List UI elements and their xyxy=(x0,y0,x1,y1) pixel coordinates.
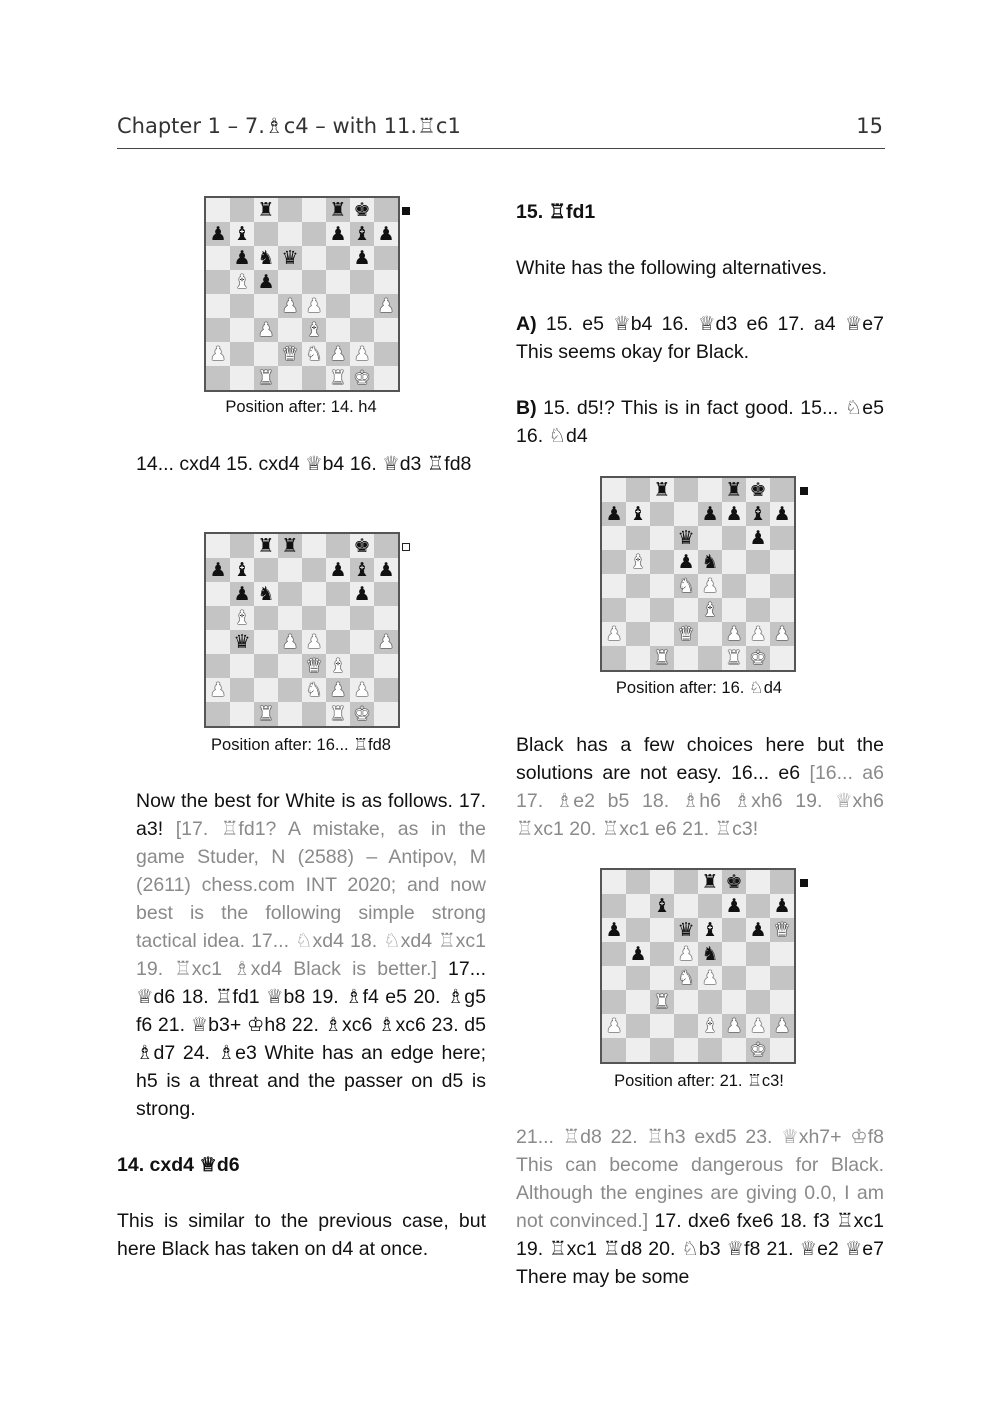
black-pawn-icon: ♟ xyxy=(326,558,350,582)
paragraph: This is similar to the previous case, but here Black has taken on d4 at once. xyxy=(117,1210,486,1260)
board-square xyxy=(698,894,722,918)
white-rook-icon: ♜ xyxy=(650,990,674,1014)
board-square xyxy=(230,366,254,390)
board-square xyxy=(626,646,650,670)
board-square xyxy=(770,966,794,990)
board-square xyxy=(350,630,374,654)
board-square xyxy=(650,966,674,990)
white-bishop-icon: ♝ xyxy=(698,1014,722,1038)
white-pawn-icon: ♟ xyxy=(278,630,302,654)
board-square xyxy=(722,550,746,574)
alternative-a xyxy=(516,310,884,366)
black-bishop-icon: ♝ xyxy=(350,222,374,246)
white-king-icon: ♚ xyxy=(746,646,770,670)
board-square xyxy=(722,966,746,990)
white-to-move-marker xyxy=(402,543,410,551)
board-square xyxy=(206,654,230,678)
board-square xyxy=(302,558,326,582)
white-queen-icon: ♛ xyxy=(674,622,698,646)
board-square xyxy=(626,622,650,646)
board-square xyxy=(278,558,302,582)
black-pawn-icon: ♟ xyxy=(374,222,398,246)
board-square xyxy=(278,654,302,678)
white-bishop-icon: ♝ xyxy=(230,270,254,294)
board-square xyxy=(254,294,278,318)
white-knight-icon: ♞ xyxy=(674,574,698,598)
board-square xyxy=(674,598,698,622)
black-bishop-icon: ♝ xyxy=(746,502,770,526)
board-square xyxy=(722,990,746,1014)
board-square xyxy=(206,246,230,270)
board-square xyxy=(278,606,302,630)
board-square xyxy=(674,646,698,670)
board-square xyxy=(770,870,794,894)
board-square xyxy=(602,942,626,966)
black-pawn-icon: ♟ xyxy=(722,502,746,526)
white-pawn-icon: ♟ xyxy=(326,678,350,702)
black-king-icon: ♚ xyxy=(722,870,746,894)
sideline-text: [17. ♖fd1? A mistake, as in the game Studer, N (2588) – Antipov, M (2611) chess.com INT 2020; and now best is the following simple strong tactical idea. 17... ♘xd4 18. ♘xd4 ♖xc1 19. ♖xc1 ♗xd4 Black is better.] xyxy=(136,818,486,980)
black-pawn-icon: ♟ xyxy=(674,550,698,574)
black-pawn-icon: ♟ xyxy=(698,502,722,526)
board-square xyxy=(302,246,326,270)
running-header xyxy=(117,112,885,149)
board-square xyxy=(350,318,374,342)
white-pawn-icon: ♟ xyxy=(674,942,698,966)
alternative-text: 15. e5 ♕b4 16. ♕d3 e6 17. a4 ♕e7 This seems okay for Black. xyxy=(516,313,884,363)
board-square xyxy=(746,942,770,966)
black-pawn-icon: ♟ xyxy=(374,558,398,582)
black-queen-icon: ♛ xyxy=(230,630,254,654)
board-square xyxy=(254,342,278,366)
white-pawn-icon: ♟ xyxy=(602,622,626,646)
chapter-title: Chapter 1 – 7.♗c4 – with 11.♖c1 xyxy=(117,114,461,138)
board-square xyxy=(278,366,302,390)
diagram-caption: Position after: 21. ♖c3! xyxy=(614,1072,784,1090)
board-square xyxy=(326,582,350,606)
white-bishop-icon: ♝ xyxy=(326,654,350,678)
black-rook-icon: ♜ xyxy=(278,534,302,558)
board-square xyxy=(746,550,770,574)
black-king-icon: ♚ xyxy=(350,534,374,558)
board-square xyxy=(254,606,278,630)
board-square xyxy=(302,270,326,294)
black-pawn-icon: ♟ xyxy=(746,918,770,942)
black-pawn-icon: ♟ xyxy=(206,222,230,246)
board-square xyxy=(770,574,794,598)
black-rook-icon: ♜ xyxy=(698,870,722,894)
board-square xyxy=(602,870,626,894)
board-square xyxy=(374,270,398,294)
black-rook-icon: ♜ xyxy=(722,478,746,502)
board-square xyxy=(698,622,722,646)
board-square xyxy=(722,942,746,966)
board-square xyxy=(626,990,650,1014)
board-square xyxy=(626,574,650,598)
board-square xyxy=(278,582,302,606)
white-pawn-icon: ♟ xyxy=(698,574,722,598)
board-square xyxy=(374,582,398,606)
black-pawn-icon: ♟ xyxy=(626,942,650,966)
board-square xyxy=(770,526,794,550)
board-square xyxy=(326,294,350,318)
board-square xyxy=(770,646,794,670)
board-square xyxy=(230,198,254,222)
board-square xyxy=(278,270,302,294)
board-square xyxy=(746,966,770,990)
board-square xyxy=(650,502,674,526)
black-pawn-icon: ♟ xyxy=(230,582,254,606)
board-square xyxy=(230,678,254,702)
board-square xyxy=(374,606,398,630)
white-pawn-icon: ♟ xyxy=(206,342,230,366)
main-line-text: 17... ♕d6 18. ♖fd1 ♕b8 19. ♗f4 e5 20. ♗g5 f6 21. ♕b3+ ♔h8 22. ♗xc6 ♗xc6 23. d5 ♗d7 24. ♗e3 White has an edge here; h5 is a threat and the passer on d5 is strong. xyxy=(136,958,486,1120)
white-pawn-icon: ♟ xyxy=(746,622,770,646)
board-square xyxy=(626,1014,650,1038)
white-pawn-icon: ♟ xyxy=(350,342,374,366)
analysis-paragraph xyxy=(516,1123,884,1291)
board-square xyxy=(650,1014,674,1038)
board-square xyxy=(746,894,770,918)
board-square xyxy=(302,534,326,558)
board-square xyxy=(698,478,722,502)
white-knight-icon: ♞ xyxy=(674,966,698,990)
black-queen-icon: ♛ xyxy=(674,526,698,550)
board-square xyxy=(650,870,674,894)
black-pawn-icon: ♟ xyxy=(602,918,626,942)
board-square xyxy=(626,526,650,550)
board-square xyxy=(722,598,746,622)
diagram-caption: Position after: 14. h4 xyxy=(225,398,377,416)
board-square xyxy=(206,606,230,630)
black-pawn-icon: ♟ xyxy=(350,582,374,606)
black-pawn-icon: ♟ xyxy=(770,894,794,918)
board-square xyxy=(374,246,398,270)
alternative-label: A) xyxy=(516,313,537,335)
alternative-text: 15. d5!? This is in fact good. 15... ♘e5 16. ♘d4 xyxy=(516,397,884,447)
board-square xyxy=(278,702,302,726)
white-king-icon: ♚ xyxy=(350,702,374,726)
white-rook-icon: ♜ xyxy=(326,702,350,726)
board-square xyxy=(650,598,674,622)
board-square xyxy=(254,630,278,654)
board-square xyxy=(602,1038,626,1062)
black-king-icon: ♚ xyxy=(746,478,770,502)
white-queen-icon: ♛ xyxy=(302,654,326,678)
board-square xyxy=(722,918,746,942)
board-square xyxy=(302,222,326,246)
board-square xyxy=(650,574,674,598)
board-square xyxy=(374,342,398,366)
white-pawn-icon: ♟ xyxy=(350,678,374,702)
board-square xyxy=(602,598,626,622)
white-pawn-icon: ♟ xyxy=(374,294,398,318)
black-bishop-icon: ♝ xyxy=(626,502,650,526)
board-square xyxy=(374,366,398,390)
black-pawn-icon: ♟ xyxy=(230,246,254,270)
board-square xyxy=(626,966,650,990)
board-square xyxy=(746,870,770,894)
white-rook-icon: ♜ xyxy=(254,702,278,726)
board-square xyxy=(602,894,626,918)
black-knight-icon: ♞ xyxy=(254,582,278,606)
chess-diagram xyxy=(204,196,400,392)
board-square xyxy=(770,478,794,502)
board-square xyxy=(770,942,794,966)
board-square xyxy=(626,894,650,918)
board-square xyxy=(374,198,398,222)
black-bishop-icon: ♝ xyxy=(230,558,254,582)
sideline-text: 21... ♖d8 22. ♖h3 exd5 23. ♕xh7+ ♔f8 This can become dangerous for Black. Although the engines are giving 0.0, I am not convinced.] xyxy=(516,1126,884,1232)
black-queen-icon: ♛ xyxy=(674,918,698,942)
white-pawn-icon: ♟ xyxy=(278,294,302,318)
white-rook-icon: ♜ xyxy=(326,366,350,390)
black-pawn-icon: ♟ xyxy=(602,502,626,526)
black-rook-icon: ♜ xyxy=(326,198,350,222)
board-square xyxy=(350,606,374,630)
black-pawn-icon: ♟ xyxy=(326,222,350,246)
board-square xyxy=(326,318,350,342)
board-square xyxy=(278,222,302,246)
white-knight-icon: ♞ xyxy=(302,342,326,366)
board-square xyxy=(206,198,230,222)
board-square xyxy=(230,294,254,318)
board-square xyxy=(674,1014,698,1038)
board-square xyxy=(626,918,650,942)
black-rook-icon: ♜ xyxy=(254,198,278,222)
white-king-icon: ♚ xyxy=(350,366,374,390)
white-rook-icon: ♜ xyxy=(650,646,674,670)
board-square xyxy=(350,654,374,678)
black-pawn-icon: ♟ xyxy=(254,270,278,294)
board-square xyxy=(674,894,698,918)
board-square xyxy=(626,1038,650,1062)
white-queen-icon: ♛ xyxy=(278,342,302,366)
black-rook-icon: ♜ xyxy=(254,534,278,558)
board-square xyxy=(326,534,350,558)
board-square xyxy=(650,942,674,966)
board-square xyxy=(230,702,254,726)
board-square xyxy=(746,598,770,622)
board-square xyxy=(674,990,698,1014)
black-knight-icon: ♞ xyxy=(254,246,278,270)
board-square xyxy=(278,198,302,222)
white-pawn-icon: ♟ xyxy=(746,1014,770,1038)
board-square xyxy=(674,1038,698,1062)
board-square xyxy=(326,270,350,294)
board-square xyxy=(626,870,650,894)
board-square xyxy=(302,366,326,390)
board-square xyxy=(650,550,674,574)
board-square xyxy=(230,342,254,366)
black-queen-icon: ♛ xyxy=(278,246,302,270)
board-square xyxy=(602,478,626,502)
alternative-b xyxy=(516,394,884,450)
white-pawn-icon: ♟ xyxy=(254,318,278,342)
chess-diagram xyxy=(204,532,400,728)
black-bishop-icon: ♝ xyxy=(650,894,674,918)
black-knight-icon: ♞ xyxy=(698,550,722,574)
black-knight-icon: ♞ xyxy=(698,942,722,966)
main-line-text: 17. dxe6 fxe6 18. f3 ♖xc1 19. ♖xc1 ♖d8 20. ♘b3 ♕f8 21. ♕e2 ♕e7 There may be some xyxy=(516,1210,884,1288)
board-square xyxy=(722,574,746,598)
board-square xyxy=(350,294,374,318)
board-square xyxy=(650,1038,674,1062)
board-square xyxy=(206,366,230,390)
chess-diagram xyxy=(600,868,796,1064)
board-square xyxy=(722,526,746,550)
board-square xyxy=(674,478,698,502)
board-square xyxy=(206,630,230,654)
board-square xyxy=(374,678,398,702)
move-heading: 15. ♖fd1 xyxy=(516,201,596,223)
black-to-move-marker xyxy=(800,879,808,887)
white-pawn-icon: ♟ xyxy=(722,622,746,646)
board-square xyxy=(230,534,254,558)
board-square xyxy=(602,526,626,550)
black-king-icon: ♚ xyxy=(350,198,374,222)
move-heading: 14. cxd4 ♕d6 xyxy=(117,1154,240,1176)
board-square xyxy=(254,654,278,678)
white-pawn-icon: ♟ xyxy=(326,342,350,366)
white-pawn-icon: ♟ xyxy=(374,630,398,654)
board-square xyxy=(206,582,230,606)
white-pawn-icon: ♟ xyxy=(770,1014,794,1038)
board-square xyxy=(350,270,374,294)
board-square xyxy=(650,622,674,646)
board-square xyxy=(206,270,230,294)
white-queen-icon: ♛ xyxy=(770,918,794,942)
board-square xyxy=(650,918,674,942)
board-square xyxy=(650,526,674,550)
board-square xyxy=(374,654,398,678)
board-square xyxy=(698,646,722,670)
white-bishop-icon: ♝ xyxy=(230,606,254,630)
black-bishop-icon: ♝ xyxy=(350,558,374,582)
board-square xyxy=(770,550,794,574)
diagram-caption: Position after: 16... ♖fd8 xyxy=(211,736,391,754)
board-square xyxy=(254,558,278,582)
board-square xyxy=(374,534,398,558)
white-rook-icon: ♜ xyxy=(722,646,746,670)
board-square xyxy=(746,574,770,598)
black-bishop-icon: ♝ xyxy=(230,222,254,246)
board-square xyxy=(374,318,398,342)
board-square xyxy=(698,1038,722,1062)
board-square xyxy=(602,550,626,574)
black-pawn-icon: ♟ xyxy=(770,502,794,526)
board-square xyxy=(326,246,350,270)
board-square xyxy=(698,526,722,550)
white-bishop-icon: ♝ xyxy=(302,318,326,342)
black-pawn-icon: ♟ xyxy=(350,246,374,270)
paragraph: 14... cxd4 15. cxd4 ♕b4 16. ♕d3 ♖fd8 xyxy=(136,453,472,475)
black-pawn-icon: ♟ xyxy=(206,558,230,582)
board-square xyxy=(206,318,230,342)
analysis-paragraph xyxy=(136,787,486,1123)
board-square xyxy=(302,198,326,222)
alternative-label: B) xyxy=(516,397,537,419)
board-square xyxy=(302,606,326,630)
board-square xyxy=(278,678,302,702)
board-square xyxy=(326,606,350,630)
white-pawn-icon: ♟ xyxy=(722,1014,746,1038)
black-pawn-icon: ♟ xyxy=(746,526,770,550)
board-square xyxy=(302,702,326,726)
board-square xyxy=(206,534,230,558)
diagram-caption: Position after: 16. ♘d4 xyxy=(615,679,783,697)
black-to-move-marker xyxy=(402,207,410,215)
board-square xyxy=(206,294,230,318)
board-square xyxy=(770,1038,794,1062)
board-square xyxy=(254,678,278,702)
white-knight-icon: ♞ xyxy=(302,678,326,702)
black-bishop-icon: ♝ xyxy=(698,918,722,942)
board-square xyxy=(326,630,350,654)
board-square xyxy=(230,318,254,342)
white-pawn-icon: ♟ xyxy=(602,1014,626,1038)
white-rook-icon: ♜ xyxy=(254,366,278,390)
analysis-paragraph xyxy=(516,731,884,843)
board-square xyxy=(254,222,278,246)
board-square xyxy=(374,702,398,726)
black-pawn-icon: ♟ xyxy=(722,894,746,918)
board-square xyxy=(770,598,794,622)
board-square xyxy=(674,870,698,894)
board-square xyxy=(674,502,698,526)
main-line-text: Black has a few choices here but the solutions are not easy. 16... e6 xyxy=(516,734,884,784)
chess-diagram xyxy=(600,476,796,672)
board-square xyxy=(230,654,254,678)
board-square xyxy=(206,702,230,726)
black-rook-icon: ♜ xyxy=(650,478,674,502)
white-bishop-icon: ♝ xyxy=(626,550,650,574)
main-line-text: Now the best for White is as follows. 17. a3! xyxy=(136,790,486,840)
white-pawn-icon: ♟ xyxy=(698,966,722,990)
sideline-text: [16... a6 17. ♗e2 b5 18. ♗h6 ♗xh6 19. ♕xh6 ♖xc1 20. ♖xc1 e6 21. ♖c3! xyxy=(516,762,884,840)
page-number: 15 xyxy=(856,114,883,138)
board-square xyxy=(626,598,650,622)
board-square xyxy=(770,990,794,1014)
board-square xyxy=(722,1038,746,1062)
white-pawn-icon: ♟ xyxy=(770,622,794,646)
board-square xyxy=(698,990,722,1014)
board-square xyxy=(746,990,770,1014)
board-square xyxy=(278,318,302,342)
paragraph: White has the following alternatives. xyxy=(516,257,828,279)
black-to-move-marker xyxy=(800,487,808,495)
board-square xyxy=(602,574,626,598)
board-square xyxy=(602,966,626,990)
white-king-icon: ♚ xyxy=(746,1038,770,1062)
white-pawn-icon: ♟ xyxy=(302,630,326,654)
white-pawn-icon: ♟ xyxy=(206,678,230,702)
board-square xyxy=(602,646,626,670)
white-pawn-icon: ♟ xyxy=(302,294,326,318)
board-square xyxy=(626,478,650,502)
white-bishop-icon: ♝ xyxy=(698,598,722,622)
board-square xyxy=(602,990,626,1014)
board-square xyxy=(302,582,326,606)
